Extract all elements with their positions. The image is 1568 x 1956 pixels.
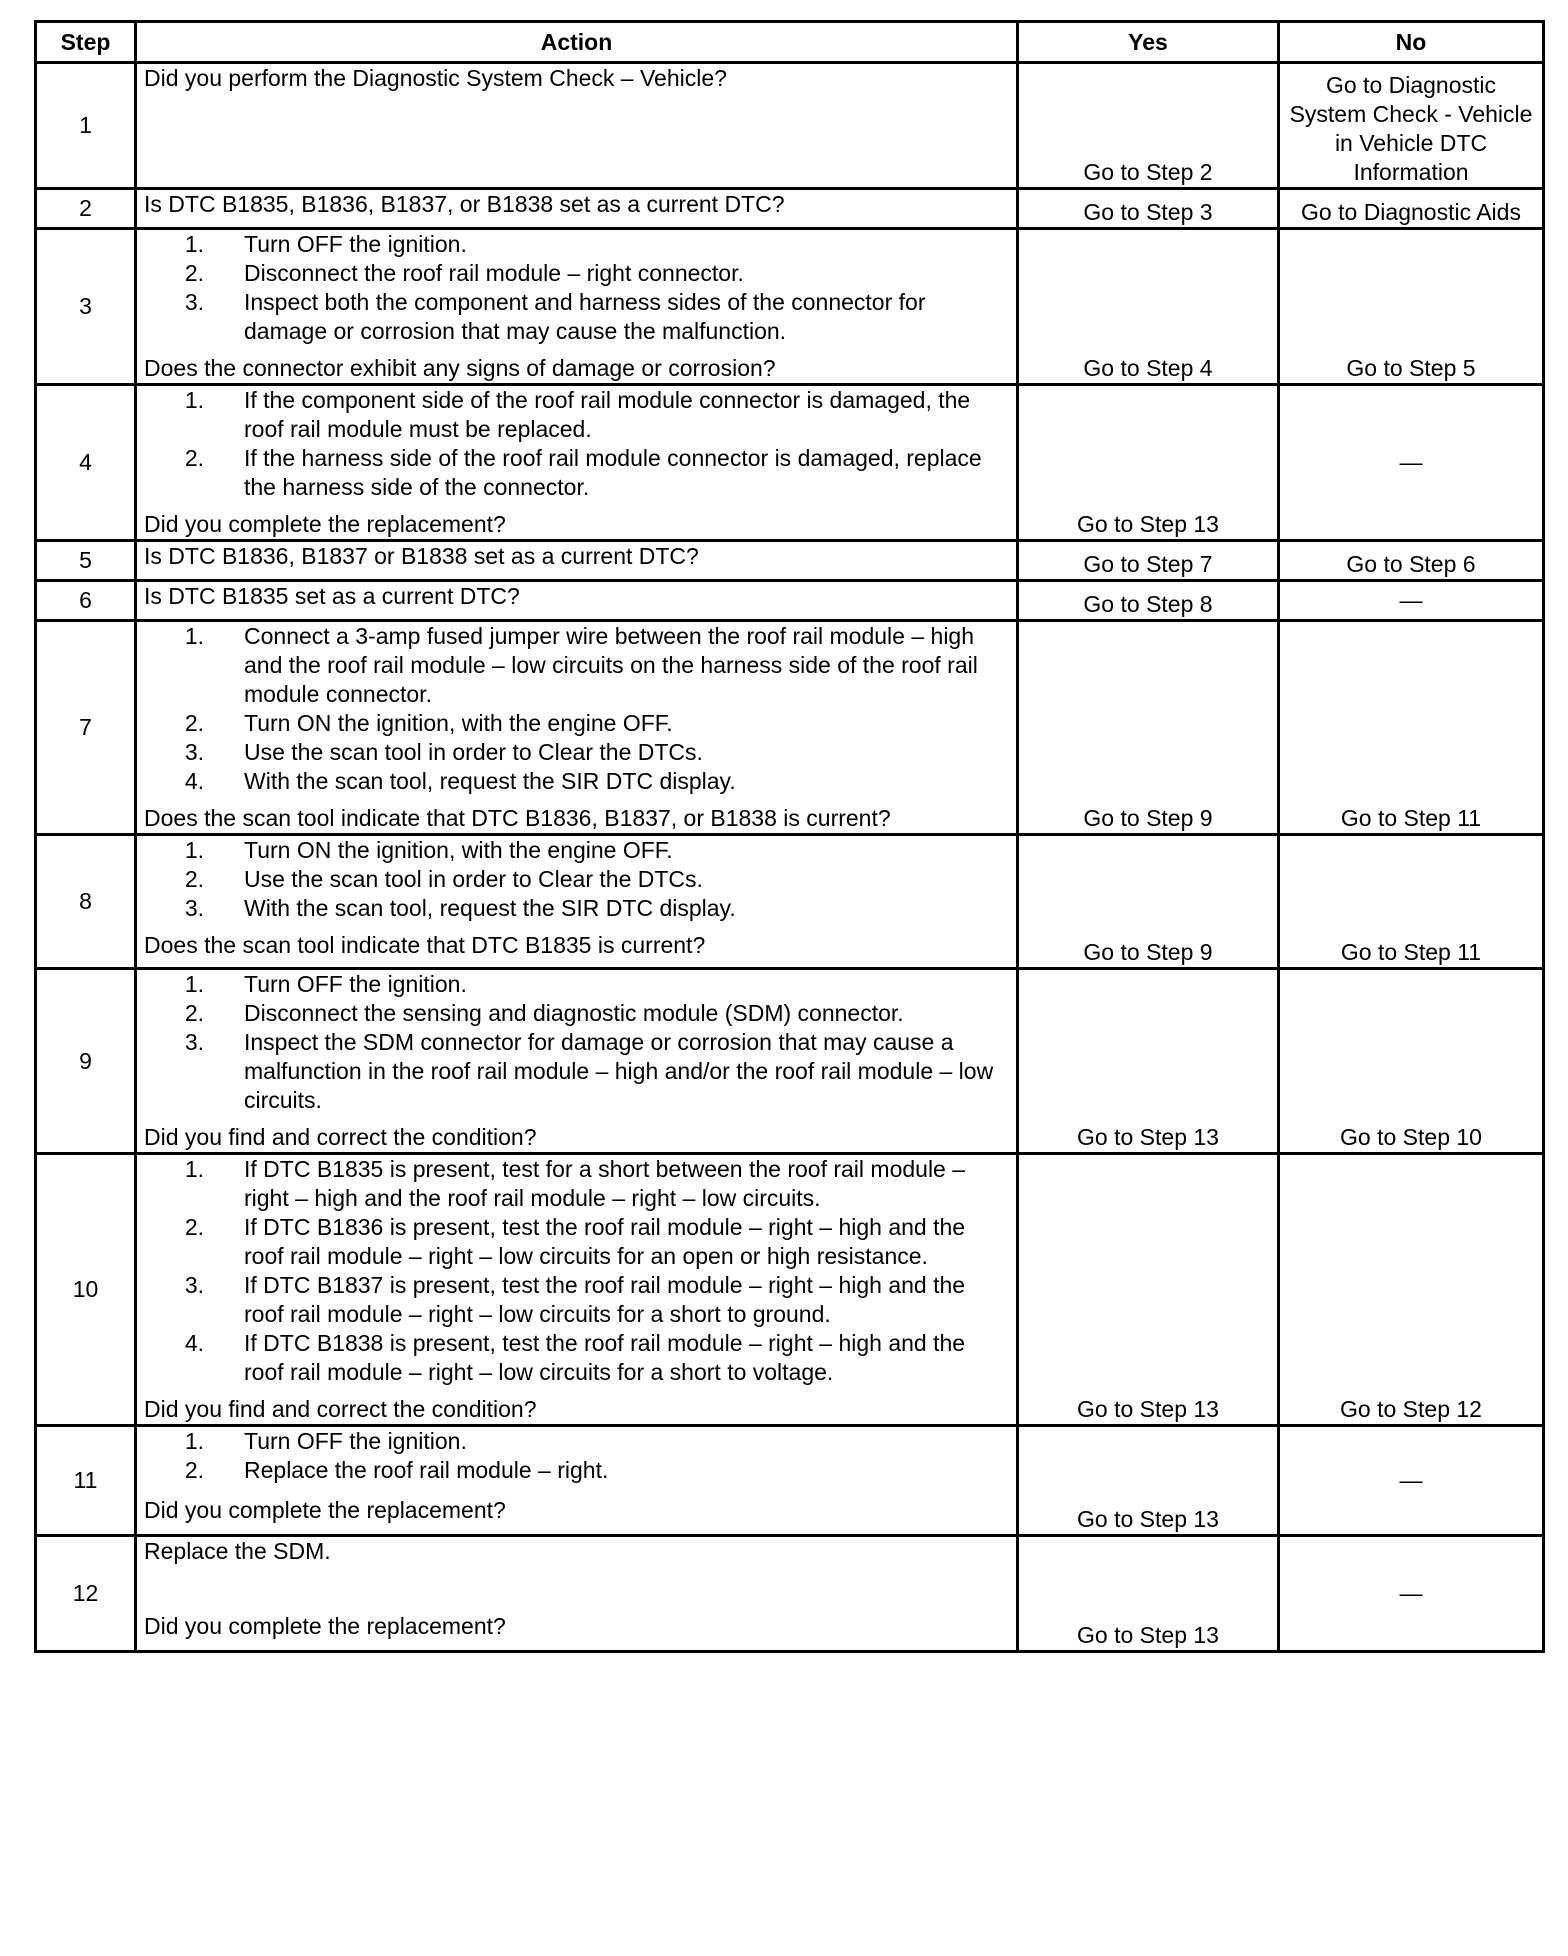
step-number: 12 <box>36 1536 136 1652</box>
list-item-text: With the scan tool, request the SIR DTC display. <box>244 895 736 921</box>
no-outcome: Go to Step 12 <box>1279 1154 1544 1426</box>
yes-outcome: Go to Step 7 <box>1018 541 1279 581</box>
table-row <box>36 189 1544 229</box>
list-item-number: 2. <box>184 260 204 286</box>
list-item-number: 1. <box>184 971 204 997</box>
no-outcome: Go to Diagnostic System Check - Vehicle in Vehicle DTC Information <box>1279 63 1544 189</box>
list-item-number: 1. <box>184 623 204 649</box>
step-number: 9 <box>36 969 136 1154</box>
action-question: Does the connector exhibit any signs of damage or corrosion? <box>144 355 776 381</box>
header-action: Action <box>136 22 1018 63</box>
action-question: Is DTC B1836, B1837 or B1838 set as a current DTC? <box>144 543 699 569</box>
action-cell <box>136 541 1018 581</box>
list-item-number: 3. <box>184 1029 204 1055</box>
list-item-text: Disconnect the sensing and diagnostic module (SDM) connector. <box>244 1000 904 1026</box>
no-outcome: — <box>1279 385 1544 541</box>
table-row <box>36 581 1544 621</box>
yes-outcome: Go to Step 13 <box>1018 969 1279 1154</box>
list-item <box>144 288 1009 346</box>
list-item-number: 2. <box>184 866 204 892</box>
table-row <box>36 1536 1544 1652</box>
list-item <box>144 738 1009 767</box>
yes-outcome: Go to Step 13 <box>1018 1154 1279 1426</box>
yes-outcome: Go to Step 9 <box>1018 621 1279 835</box>
no-outcome: Go to Step 11 <box>1279 835 1544 969</box>
list-item <box>144 767 1009 796</box>
yes-outcome: Go to Step 13 <box>1018 385 1279 541</box>
table-row <box>36 229 1544 385</box>
list-item-text: With the scan tool, request the SIR DTC display. <box>244 768 736 794</box>
list-item-text: Turn ON the ignition, with the engine OFF. <box>244 710 673 736</box>
table-row <box>36 835 1544 969</box>
list-item <box>144 970 1009 999</box>
table-row <box>36 63 1544 189</box>
yes-outcome: Go to Step 4 <box>1018 229 1279 385</box>
list-item-number: 3. <box>184 895 204 921</box>
list-item <box>144 1028 1009 1115</box>
list-item-text: Replace the roof rail module – right. <box>244 1457 609 1483</box>
action-steps-list <box>144 386 1009 502</box>
action-question: Did you find and correct the condition? <box>144 1124 537 1150</box>
no-outcome: — <box>1279 1536 1544 1652</box>
list-item <box>144 1329 1009 1387</box>
header-no: No <box>1279 22 1544 63</box>
step-number: 2 <box>36 189 136 229</box>
list-item-number: 3. <box>184 289 204 315</box>
no-outcome: Go to Step 5 <box>1279 229 1544 385</box>
action-cell <box>136 1154 1018 1426</box>
step-number: 3 <box>36 229 136 385</box>
list-item-text: Turn OFF the ignition. <box>244 1428 467 1454</box>
list-item <box>144 1213 1009 1271</box>
list-item-text: Use the scan tool in order to Clear the DTCs. <box>244 739 703 765</box>
list-item-number: 1. <box>184 1428 204 1454</box>
list-item-number: 2. <box>184 1214 204 1240</box>
no-outcome: Go to Diagnostic Aids <box>1279 189 1544 229</box>
step-number: 8 <box>36 835 136 969</box>
diagnostic-table <box>34 20 1545 1653</box>
list-item-number: 3. <box>184 1272 204 1298</box>
yes-outcome: Go to Step 2 <box>1018 63 1279 189</box>
list-item <box>144 1427 1009 1456</box>
step-number: 11 <box>36 1426 136 1536</box>
list-item <box>144 894 1009 923</box>
action-question: Did you perform the Diagnostic System Check – Vehicle? <box>144 65 727 91</box>
action-cell <box>136 621 1018 835</box>
table-row <box>36 1426 1544 1536</box>
action-cell <box>136 229 1018 385</box>
no-outcome: — <box>1279 1426 1544 1536</box>
action-question: Did you complete the replacement? <box>144 1497 506 1523</box>
list-item <box>144 709 1009 738</box>
list-item-number: 3. <box>184 739 204 765</box>
action-steps-list <box>144 230 1009 346</box>
list-item-text: If DTC B1835 is present, test for a short between the roof rail module – right – high and the roof rail module – right – low circuits. <box>244 1156 966 1211</box>
step-number: 5 <box>36 541 136 581</box>
list-item-number: 2. <box>184 1457 204 1483</box>
action-question: Is DTC B1835, B1836, B1837, or B1838 set as a current DTC? <box>144 191 785 217</box>
table-row <box>36 621 1544 835</box>
header-step: Step <box>36 22 136 63</box>
header-yes: Yes <box>1018 22 1279 63</box>
yes-outcome: Go to Step 13 <box>1018 1536 1279 1652</box>
step-number: 1 <box>36 63 136 189</box>
action-steps-list <box>144 970 1009 1115</box>
list-item-number: 1. <box>184 1156 204 1182</box>
action-cell <box>136 1536 1018 1652</box>
list-item <box>144 1271 1009 1329</box>
header-row <box>36 22 1544 63</box>
list-item <box>144 1155 1009 1213</box>
action-lead-text: Replace the SDM. <box>144 1538 331 1564</box>
list-item-text: Disconnect the roof rail module – right connector. <box>244 260 744 286</box>
action-cell <box>136 835 1018 969</box>
list-item-number: 4. <box>184 1330 204 1356</box>
list-item <box>144 1456 1009 1485</box>
yes-outcome: Go to Step 3 <box>1018 189 1279 229</box>
no-outcome: Go to Step 10 <box>1279 969 1544 1154</box>
action-cell <box>136 969 1018 1154</box>
action-cell <box>136 385 1018 541</box>
list-item-number: 1. <box>184 837 204 863</box>
list-item-text: Turn OFF the ignition. <box>244 971 467 997</box>
list-item <box>144 836 1009 865</box>
step-number: 6 <box>36 581 136 621</box>
action-steps-list <box>144 1427 1009 1485</box>
table-row <box>36 541 1544 581</box>
list-item-text: Use the scan tool in order to Clear the DTCs. <box>244 866 703 892</box>
list-item <box>144 444 1009 502</box>
list-item-number: 2. <box>184 1000 204 1026</box>
action-steps-list <box>144 622 1009 796</box>
action-question: Did you complete the replacement? <box>144 511 506 537</box>
list-item-text: If DTC B1836 is present, test the roof rail module – right – high and the roof rail module – right – low circuits for an open or high resistance. <box>244 1214 966 1269</box>
no-outcome: Go to Step 11 <box>1279 621 1544 835</box>
action-cell <box>136 581 1018 621</box>
table-row <box>36 1154 1544 1426</box>
list-item <box>144 622 1009 709</box>
action-cell <box>136 189 1018 229</box>
list-item <box>144 230 1009 259</box>
action-question: Did you find and correct the condition? <box>144 1396 537 1422</box>
list-item <box>144 259 1009 288</box>
list-item-text: Inspect the SDM connector for damage or corrosion that may cause a malfunction in the roof rail module – high and/or the roof rail module – low circuits. <box>244 1029 994 1113</box>
list-item-text: Connect a 3-amp fused jumper wire between the roof rail module – high and the roof rail module – low circuits on the harness side of the roof rail module connector. <box>244 623 978 707</box>
list-item-text: If DTC B1838 is present, test the roof rail module – right – high and the roof rail module – right – low circuits for a short to voltage. <box>244 1330 966 1385</box>
list-item-text: Turn OFF the ignition. <box>244 231 467 257</box>
list-item <box>144 865 1009 894</box>
action-steps-list <box>144 836 1009 923</box>
list-item-text: If the harness side of the roof rail module connector is damaged, replace the harness side of the connector. <box>244 445 982 500</box>
step-number: 4 <box>36 385 136 541</box>
table-row <box>36 385 1544 541</box>
yes-outcome: Go to Step 13 <box>1018 1426 1279 1536</box>
list-item-number: 1. <box>184 231 204 257</box>
no-outcome: — <box>1279 581 1544 621</box>
action-question: Is DTC B1835 set as a current DTC? <box>144 583 520 609</box>
action-cell <box>136 63 1018 189</box>
list-item-number: 4. <box>184 768 204 794</box>
list-item-text: If the component side of the roof rail module connector is damaged, the roof rail module must be replaced. <box>244 387 971 442</box>
step-number: 7 <box>36 621 136 835</box>
list-item <box>144 999 1009 1028</box>
action-steps-list <box>144 1155 1009 1387</box>
yes-outcome: Go to Step 8 <box>1018 581 1279 621</box>
list-item-text: Inspect both the component and harness sides of the connector for damage or corrosion that may cause the malfunction. <box>244 289 926 344</box>
action-question: Does the scan tool indicate that DTC B1836, B1837, or B1838 is current? <box>144 805 891 831</box>
step-number: 10 <box>36 1154 136 1426</box>
action-question: Does the scan tool indicate that DTC B1835 is current? <box>144 932 706 958</box>
list-item-number: 1. <box>184 387 204 413</box>
yes-outcome: Go to Step 9 <box>1018 835 1279 969</box>
action-question: Did you complete the replacement? <box>144 1613 506 1639</box>
list-item-number: 2. <box>184 445 204 471</box>
list-item-text: If DTC B1837 is present, test the roof rail module – right – high and the roof rail module – right – low circuits for a short to ground. <box>244 1272 966 1327</box>
table-body <box>36 63 1544 1652</box>
list-item-text: Turn ON the ignition, with the engine OFF. <box>244 837 673 863</box>
list-item <box>144 386 1009 444</box>
action-cell <box>136 1426 1018 1536</box>
list-item-number: 2. <box>184 710 204 736</box>
table-row <box>36 969 1544 1154</box>
no-outcome: Go to Step 6 <box>1279 541 1544 581</box>
